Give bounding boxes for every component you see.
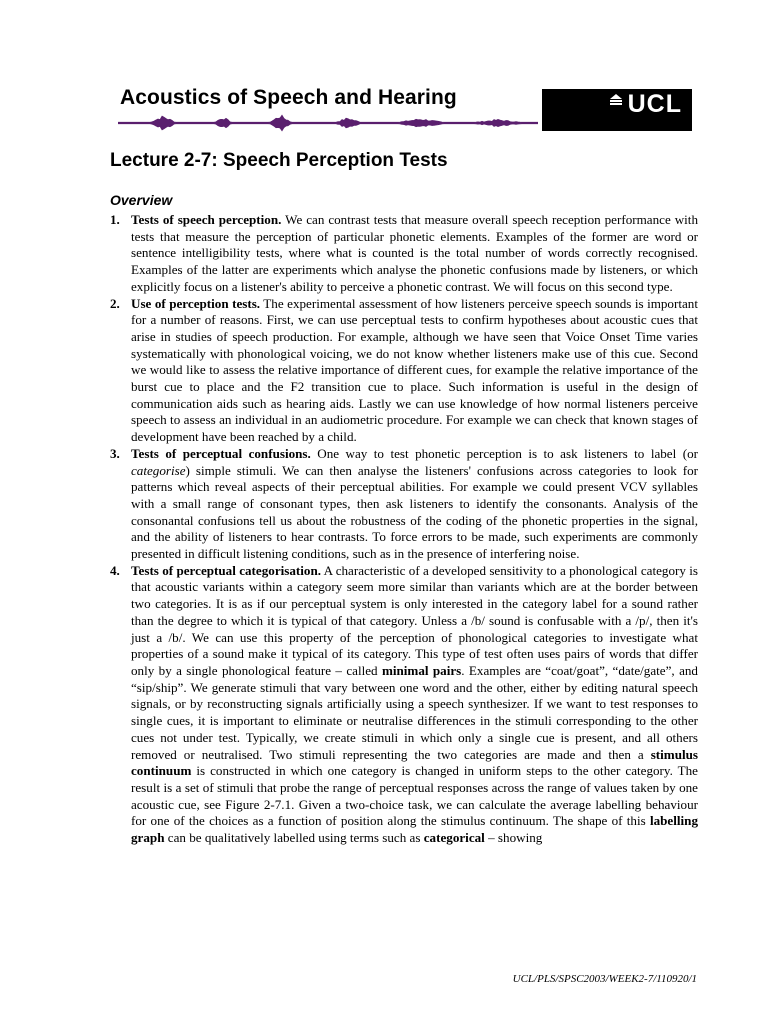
- item-heading: Tests of speech perception.: [131, 212, 282, 227]
- list-item: [110, 446, 698, 563]
- key-term: minimal pairs: [381, 662, 462, 678]
- item-text: A characteristic of a developed sensitivity to a phonological category is that acoustic variants within a category seem more similar than variants which are at the border between two categories. It is as if our perceptual system is only interested in the category label for a sound rather than the degree to which it is typical of that category. Unless a /b/ sound is confusable with a /p/, then it's just a /b/. We can use this property of the perception of phonological categories to investigate what properties of a sound make it typical of its category. This type of test often uses pairs of words that differ only by a single phonological feature – called: [131, 562, 698, 678]
- key-term: categorical: [423, 830, 485, 846]
- list-item: [110, 212, 698, 296]
- item-text: . Examples are “coat/goat”, “date/gate”, and “sip/ship”. We generate stimuli that vary between one word and the other, either by editing natural speech signals, or by reconstructing signals artificially using a speech synthesizer. If we want to test responses to single cues, it is important to eliminate or neutralise differences in the stimuli corresponding to the other cues not under test. Typically, we create stimuli in which only a single cue is present, and all others removed or neutralised. Two stimuli representing the two categories are made and then a: [131, 662, 698, 762]
- item-text: can be qualitatively labelled using terms such as: [164, 830, 424, 846]
- item-heading: Tests of perceptual categorisation.: [131, 562, 322, 578]
- course-title: Acoustics of Speech and Hearing: [120, 86, 457, 109]
- ucl-portico-icon: [608, 94, 624, 108]
- department-name: Psychology & Language Sciences: [546, 122, 660, 129]
- ucl-logo-text: UCL: [627, 90, 682, 118]
- item-heading: Use of perception tests.: [131, 295, 261, 311]
- item-text: One way to test phonetic perception is to ask listeners to label (or: [310, 445, 698, 461]
- item-text: The experimental assessment of how listeners perceive speech sounds is important for a number of reasons. First, we can use perceptual tests to confirm hypotheses about acoustic cues that arise in studies of speech production. For example, although we have seen that Voice Onset Time varies systematically with phonological voicing, we do not know whether listeners make use of this cue. Second we would like to assess the relative importance of different cues, for example the relative importance of the burst cue to place and the F2 transition cue to place. Such information is useful in the design of communication aids such as hearing aids. Lastly we can use knowledge of how normal listeners perceive speech to assess an individual in an audiometric procedure. For example we can check that known stages of development have been reached by a child.: [131, 295, 698, 445]
- page-footer-reference: UCL/PLS/SPSC2003/WEEK2-7/110920/1: [512, 973, 697, 985]
- list-item: [110, 296, 698, 446]
- item-number: 4.: [110, 562, 120, 578]
- item-heading: Tests of perceptual confusions.: [131, 445, 311, 461]
- course-header-banner: [118, 84, 698, 140]
- item-text: – showing: [484, 830, 543, 846]
- list-item: [110, 563, 698, 847]
- item-text: ) simple stimuli. We can then analyse the listeners' confusions across categories to look for patterns which reveal aspects of their perceptual abilities. For example we could present VCV syllables with a small range of consonant types, then ask listeners to identify the consonants. Analysis of the consonantal confusions tell us about the robustness of the coding of the phonetic properties in the signal, and the ability of listeners to hear contrasts. To force errors to be made, such experiments are commonly presented in difficult listening conditions, such as in the presence of interfering noise.: [131, 462, 698, 562]
- item-text: We can contrast tests that measure overall speech reception performance with tests that measure the perception of particular phonetic elements. Examples of the former are word or sentence intelligibility tests, where what is counted is the total number of words correctly recognised. Examples of the latter are experiments which analyse the phonetic confusions made by listeners, or which explicitly focus on a listener's ability to perceive a phonetic contrast. We will focus on this second type.: [131, 212, 698, 294]
- item-number: 3.: [110, 445, 120, 461]
- key-term: stimulus continuum: [131, 746, 698, 779]
- item-emphasis: categorise: [131, 462, 186, 478]
- speech-waveform-graphic: [118, 112, 538, 134]
- item-text: is constructed in which one category is changed in uniform steps to the other category. The result is a set of stimuli that probe the range of perceptual responses across the range of values taken by one acoustic cue, see Figure 2-7.1. Given a two-choice task, we can calculate the average labelling behaviour for one of the choices as a function of position along the stimulus continuum. The shape of this: [131, 763, 698, 829]
- lecture-title: Lecture 2-7: Speech Perception Tests: [110, 150, 448, 171]
- key-term: labelling graph: [131, 813, 698, 846]
- overview-list: [110, 212, 698, 847]
- section-heading: Overview: [110, 192, 173, 208]
- item-number: 2.: [110, 295, 120, 311]
- item-number: 1.: [110, 212, 120, 227]
